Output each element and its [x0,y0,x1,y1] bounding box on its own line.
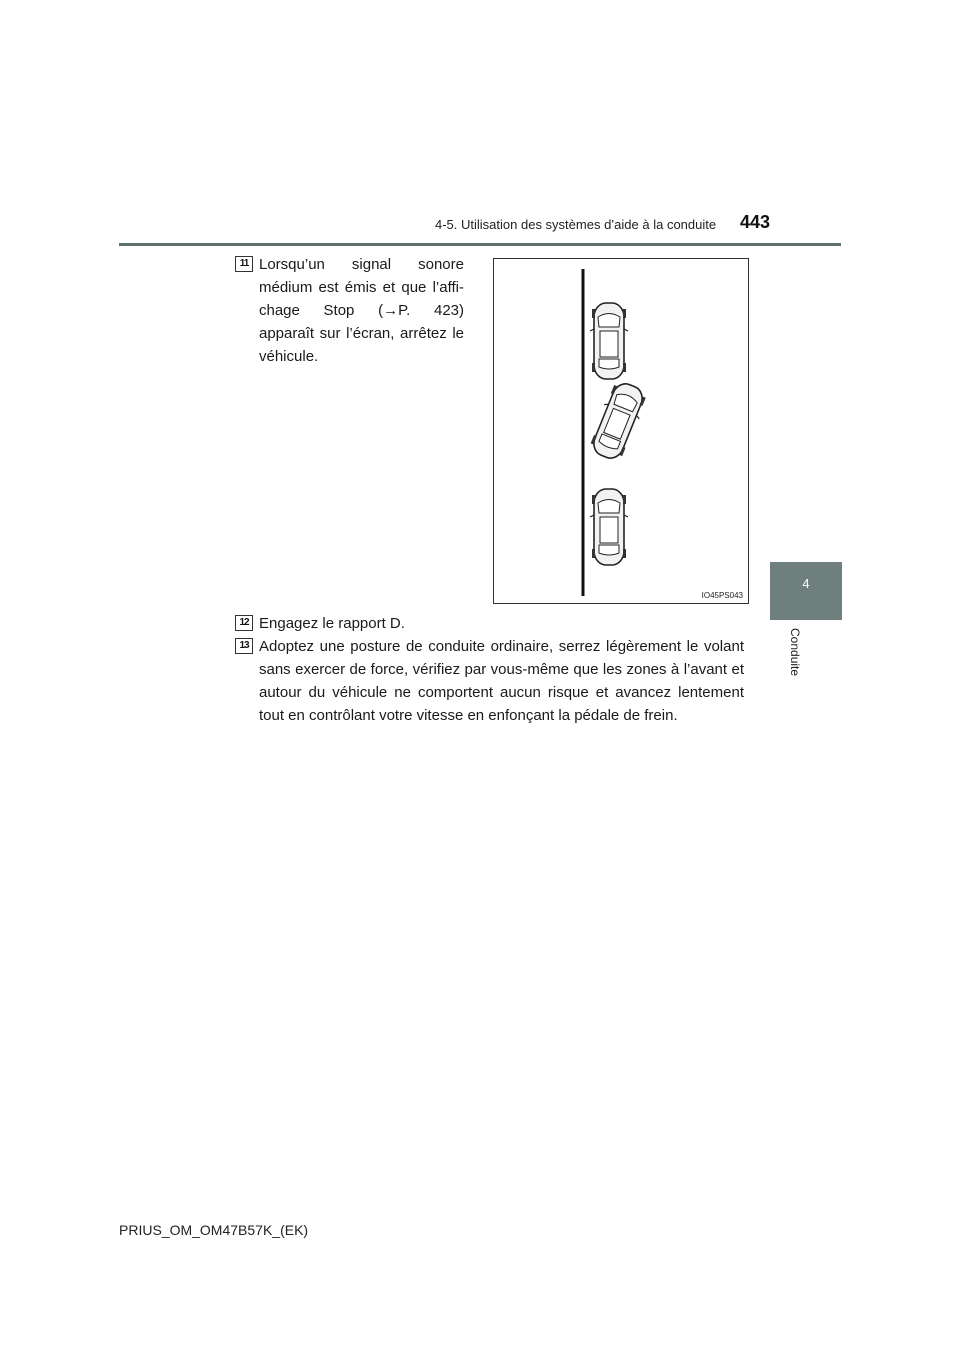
parking-illustration [493,258,749,604]
step-number-badge: 12 [235,615,253,631]
chapter-number: 4 [802,576,810,591]
figure-id: IO45PS043 [701,591,743,600]
step-text: Adoptez une posture de conduite ordinaire, serrez légèrement le volant sans exercer de force, vérifiez par vous-même que les zones à l’avant et autour du véhicule ne comportent aucun risque et avancez lentement tout en contrôlant votre vitesse en enfonçant la pédale de frein. [259,638,744,724]
step-number-badge: 11 [235,256,253,272]
header-divider [119,243,841,246]
document-code: PRIUS_OM_OM47B57K_(EK) [119,1222,309,1238]
parking-diagram [494,259,750,605]
page-number: 443 [740,212,771,232]
parked-car-rear [590,489,628,565]
maneuvering-car [586,379,650,464]
chapter-label: Conduite [788,628,802,677]
step-number-badge: 13 [235,638,253,654]
parked-car-front [590,303,628,379]
step-text: Engagez le rapport D. [259,615,405,632]
section-title: 4-5. Utilisation des systèmes d’aide à la conduite [435,217,717,232]
chapter-tab[interactable] [770,562,842,620]
step-text: Lorsqu’un signal sonore médium est émis et que l’affi-chage Stop (→P. 423) apparaît sur l’écran, arrêtez le véhicule. [259,256,464,365]
